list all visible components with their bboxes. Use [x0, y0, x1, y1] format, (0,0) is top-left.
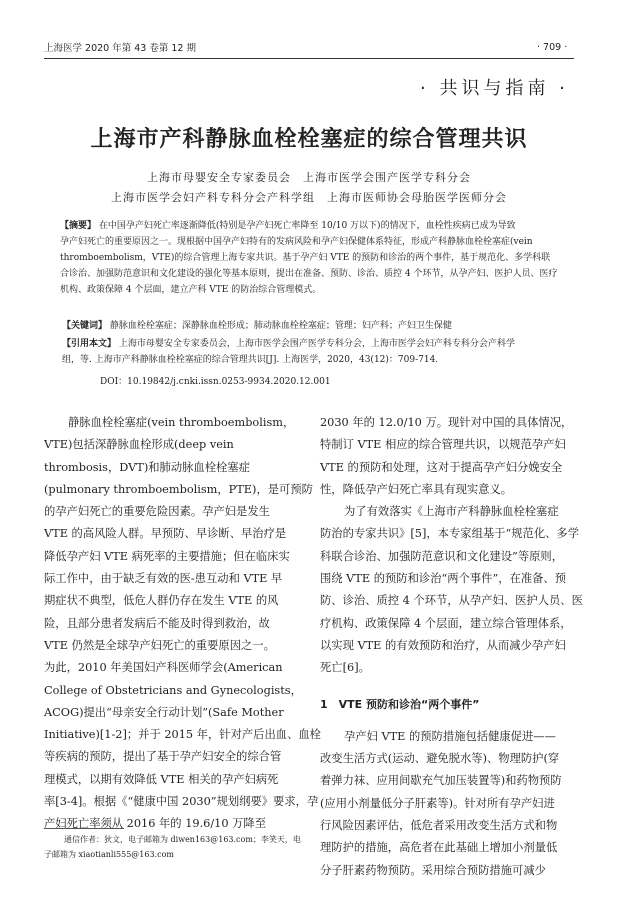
body-line: 为此，2010 年美国妇产科医师学会(American — [44, 661, 283, 675]
citation — [62, 336, 580, 368]
body-line: 防治的专家共识》[5]，本专家组基于“规范化、多学 — [320, 527, 580, 541]
body-line: 为了有效落实《上海市产科静脉血栓栓塞症 — [344, 505, 559, 519]
body-line: 特制订 VTE 相应的综合管理共识，以规范孕产妇 — [320, 438, 566, 452]
body-line: 死亡[6]。 — [320, 661, 370, 675]
body-line: 2030 年的 12.0/10 万。现针对中国的具体情况， — [320, 416, 573, 429]
keywords-label: 【关键词】 — [62, 321, 108, 331]
body-line: Initiative)[1-2]；并于 2015 年，针对产后出血、血栓 — [44, 728, 321, 742]
body-line: 降低孕产妇 VTE 病死率的主要措施；但在临床实 — [44, 549, 290, 563]
body-line: VTE 的预防和处理，这对于提高孕产妇分娩安全 — [320, 460, 563, 474]
body-line: 改变生活方式(运动、避免脱水等)、物理防护(穿 — [320, 752, 560, 766]
body-line: 理防护的措施，高危者在此基础上增加小剂量低 — [320, 841, 558, 855]
body-line: 着弹力袜、应用间歇充气加压装置等)和药物预防 — [320, 774, 562, 788]
body-line: 分子肝素药物预防。采用综合预防措施可减少 — [320, 863, 546, 877]
abstract-line: 【摘要】 在中国孕产妇死亡率逐渐降低(特别是孕产妇死亡率降至 10/10 万以下)的情况下，血栓性疾病已成为导致 — [60, 221, 516, 231]
section-heading: 1 VTE 预防和诊治“两个事件” — [320, 697, 480, 711]
left-column — [44, 412, 321, 836]
body-line: 防、诊治、质控 4 个环节，从孕产妇、医护人员、医 — [320, 594, 583, 608]
body-line: 静脉血栓栓塞症(vein thromboembolism， — [68, 416, 295, 429]
journal-header: 上海医学 2020 年第 43 卷第 12 期 — [44, 43, 196, 54]
citation-label: 【引用本文】 — [62, 339, 117, 349]
body-line: 产妇死亡率须从 2016 年的 19.6/10 万降至 — [44, 817, 267, 831]
page-number: · 709 · — [537, 42, 568, 53]
abstract-line: 孕产妇死亡的重要原因之一。现根据中国孕产妇特有的发病风险和孕产妇保健体系特征，形成产科静脉血栓栓塞症(vein — [60, 237, 533, 247]
footnote-line: 通信作者：狄文，电子邮箱为 diwen163@163.com；李笑天，电 — [64, 835, 301, 844]
body-line: 际工作中，由于缺乏有效的医-患互动和 VTE 早 — [44, 572, 283, 586]
section-label: · 共识与指南 · — [420, 78, 569, 99]
body-line: (应用小剂量低分子肝素等)。针对所有孕产妇进 — [320, 796, 555, 810]
footnote — [44, 832, 300, 862]
authors-line-2: 上海市医学会妇产科专科分会产科学组 上海市医师协会母胎医学医师分会 — [111, 191, 507, 204]
abstract — [60, 218, 580, 298]
header-rule — [44, 58, 574, 59]
keywords-text: 静脉血栓栓塞症；深静脉血栓形成；肺动脉血栓栓塞症；管理；妇产科；产妇卫生保健 — [109, 321, 452, 331]
abstract-line: thromboembolism，VTE)的综合管理上海专家共识。基于孕产妇 VTE 的预防和诊治的两个事件，基于规范化、多学科联 — [60, 253, 551, 263]
body-line: 期症状不典型，低危人群仍存在发生 VTE 的风 — [44, 594, 279, 608]
citation-line: 上海市母婴安全专家委员会，上海市医学会围产医学专科分会，上海市医学会妇产科专科分会产科学 — [118, 339, 515, 349]
body-line: 行风险因素评估，低危者采用改变生活方式和物 — [320, 819, 558, 833]
body-line: VTE)包括深静脉血栓形成(deep vein — [44, 438, 234, 452]
abstract-line: 机构、政策保障 4 个层面，建立产科 VTE 的防治综合管理模式。 — [60, 285, 322, 295]
body-line: 性，降低孕产妇死亡率具有现实意义。 — [320, 482, 513, 496]
body-line: 疗机构、政策保障 4 个层面，建立综合管理体系， — [320, 616, 572, 630]
doi: DOI：10.19842/j.cnki.issn.0253-9934.2020.12.001 — [100, 377, 331, 387]
abstract-label: 【摘要】 — [60, 221, 97, 231]
body-line: 险，且部分患者发病后不能及时得到救治，故 — [44, 616, 270, 630]
body-line: 理模式，以期有效降低 VTE 相关的孕产妇病死 — [44, 772, 279, 786]
keywords — [62, 318, 452, 334]
authors-line-1: 上海市母婴安全专家委员会 上海市医学会围产医学专科分会 — [147, 171, 471, 184]
body-line: (pulmonary thromboembolism，PTE)，是可预防 — [44, 482, 313, 496]
abstract-line: 合诊治、加强防范意识和文化建设的强化等基本原则，提出在准备、预防、诊治、质控 4 个环节，从孕产妇、医护人员、医疗 — [60, 269, 558, 279]
body-line: VTE 的高风险人群。早预防、早诊断、早治疗是 — [44, 527, 287, 541]
right-column — [320, 412, 583, 882]
body-line: College of Obstetricians and Gynecologists， — [44, 683, 302, 697]
body-line: VTE 仍然是全球孕产妇死亡的重要原因之一。 — [44, 638, 275, 652]
footnote-line: 子邮箱为 xiaotianli555@163.com — [44, 850, 174, 859]
body-line: ACOG)提出“母亲安全行动计划”(Safe Mother — [44, 705, 284, 719]
page-title: 上海市产科静脉血栓栓塞症的综合管理共识 — [90, 127, 528, 152]
body-line: thrombosis，DVT)和肺动脉血栓栓塞症 — [44, 460, 250, 474]
body-line: 以实现 VTE 的有效预防和治疗，从而减少孕产妇 — [320, 638, 566, 652]
body-line: 的孕产妇死亡的重要危险因素。孕产妇是发生 — [44, 505, 270, 519]
footnote-rule — [44, 828, 124, 829]
body-line: 围绕 VTE 的预防和诊治“两个事件”，在准备、预 — [320, 572, 567, 586]
body-line: 率[3-4]。根据《“健康中国 2030”规划纲要》要求，孕 — [44, 795, 319, 809]
body-line: 等疾病的预防，提出了基于孕产妇安全的综合管 — [44, 750, 282, 764]
body-line: 科联合诊治、加强防范意识和文化建设”等原则， — [320, 549, 564, 563]
citation-line: 组，等. 上海市产科静脉血栓栓塞症的综合管理共识[J]. 上海医学，2020，43(12)：709-714. — [62, 355, 439, 365]
body-line: 孕产妇 VTE 的预防措施包括健康促进—— — [344, 729, 556, 743]
